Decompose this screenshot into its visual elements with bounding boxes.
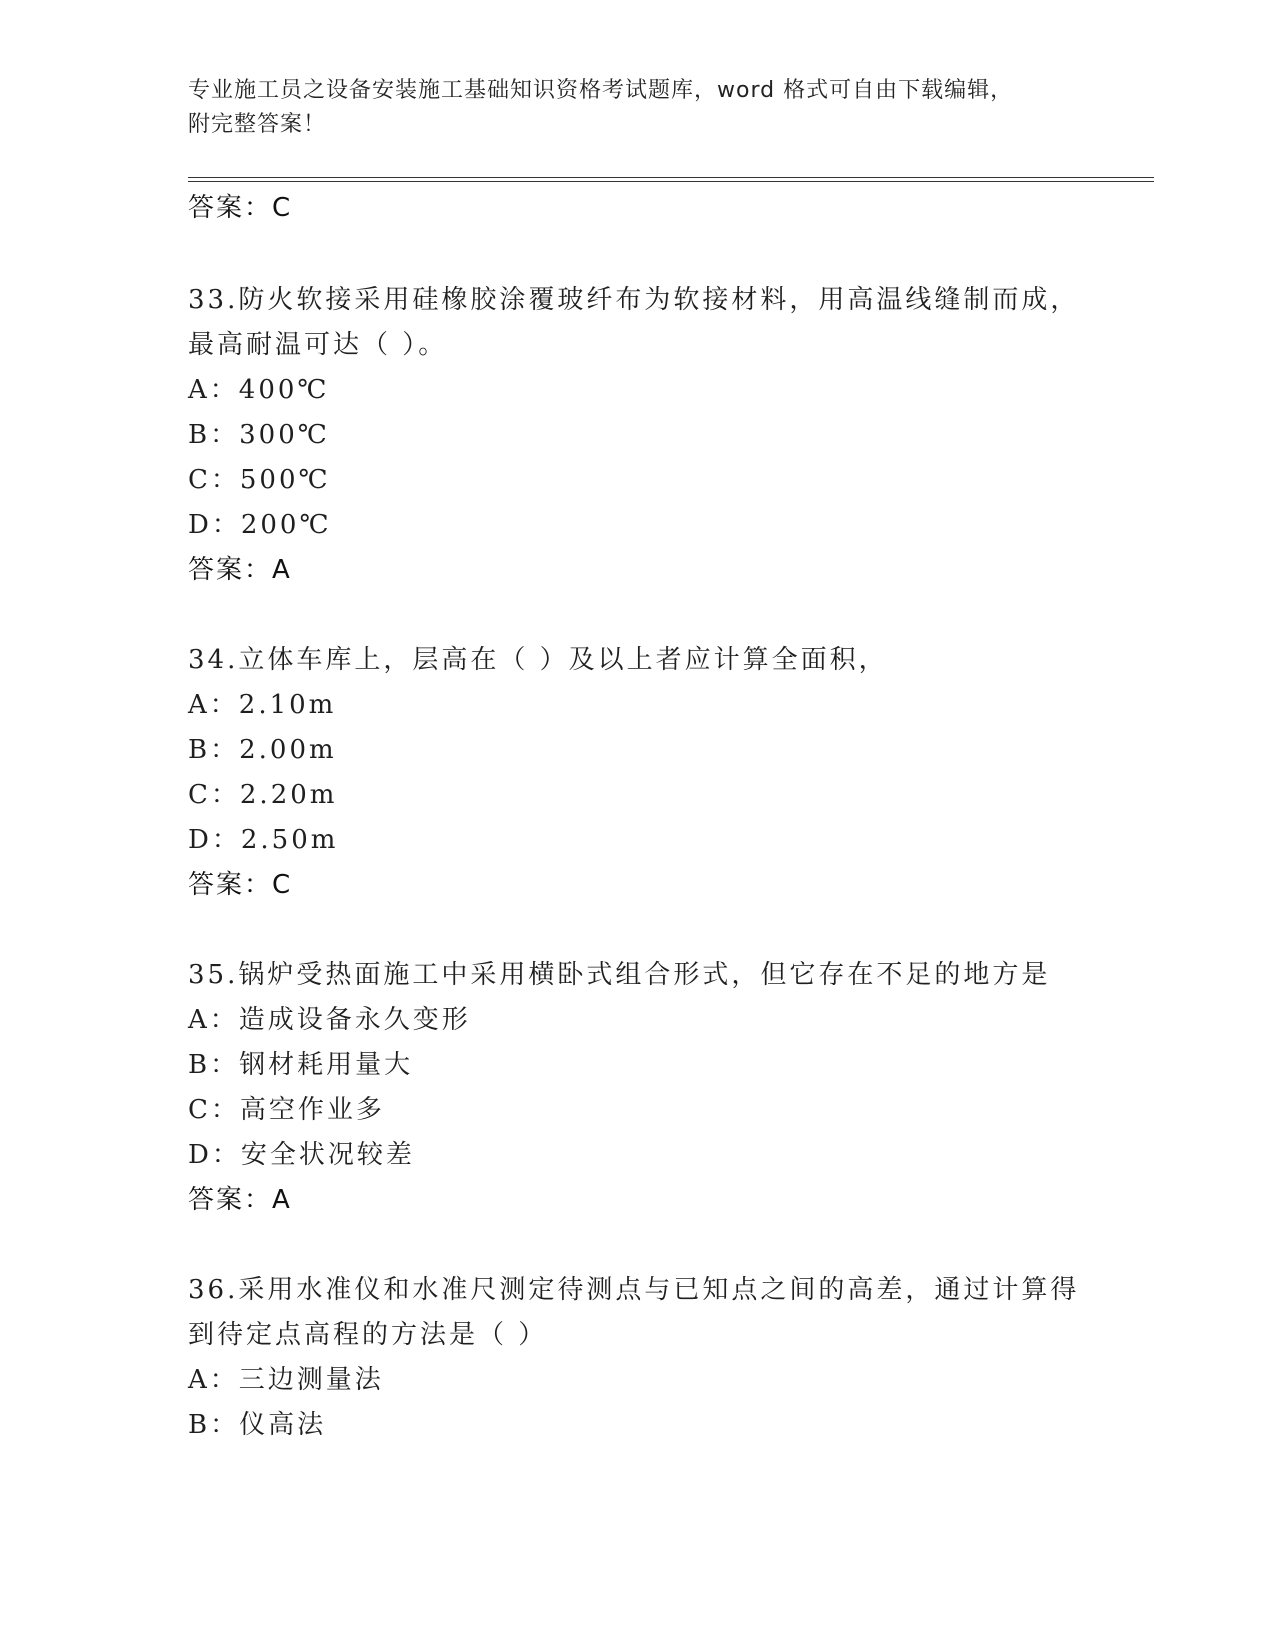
option-c: C：高空作业多 bbox=[188, 1095, 385, 1125]
option-a: A：2.10m bbox=[188, 690, 337, 720]
option-c: C：2.20m bbox=[188, 780, 338, 810]
question-stem-line: 到待定点高程的方法是（ ） bbox=[188, 1320, 548, 1350]
header-line-1: 专业施工员之设备安装施工基础知识资格考试题库，word 格式可自由下载编辑， bbox=[188, 78, 1014, 103]
header-line-2: 附完整答案！ bbox=[188, 112, 327, 137]
header-rule-top bbox=[188, 177, 1154, 178]
document-header bbox=[188, 74, 1088, 142]
question-stem-line: 最高耐温可达（ ）。 bbox=[188, 330, 448, 360]
option-b: B：仪高法 bbox=[188, 1410, 327, 1440]
option-d: D：安全状况较差 bbox=[188, 1140, 415, 1170]
question-stem-line: 36.采用水准仪和水准尺测定待测点与已知点之间的高差，通过计算得 bbox=[188, 1275, 1080, 1305]
option-a: A：造成设备永久变形 bbox=[188, 1005, 471, 1035]
option-c: C：500℃ bbox=[188, 465, 331, 495]
option-b: B：2.00m bbox=[188, 735, 337, 765]
question-stem-line: 35.锅炉受热面施工中采用横卧式组合形式，但它存在不足的地方是 bbox=[188, 960, 1051, 990]
question-stem-line: 34.立体车库上，层高在（ ）及以上者应计算全面积， bbox=[188, 645, 888, 675]
option-a: A：三边测量法 bbox=[188, 1365, 384, 1395]
option-d: D：2.50m bbox=[188, 825, 339, 855]
answer-34: 答案：C bbox=[188, 870, 293, 900]
option-b: B：钢材耗用量大 bbox=[188, 1050, 414, 1080]
answer-35: 答案：A bbox=[188, 1185, 292, 1215]
question-stem-line: 33.防火软接采用硅橡胶涂覆玻纤布为软接材料，用高温线缝制而成， bbox=[188, 285, 1080, 315]
option-a: A：400℃ bbox=[188, 375, 330, 405]
header-rule-bottom bbox=[188, 181, 1154, 182]
option-b: B：300℃ bbox=[188, 420, 330, 450]
option-d: D：200℃ bbox=[188, 510, 332, 540]
answer-32: 答案：C bbox=[188, 193, 293, 223]
answer-33: 答案：A bbox=[188, 555, 292, 585]
